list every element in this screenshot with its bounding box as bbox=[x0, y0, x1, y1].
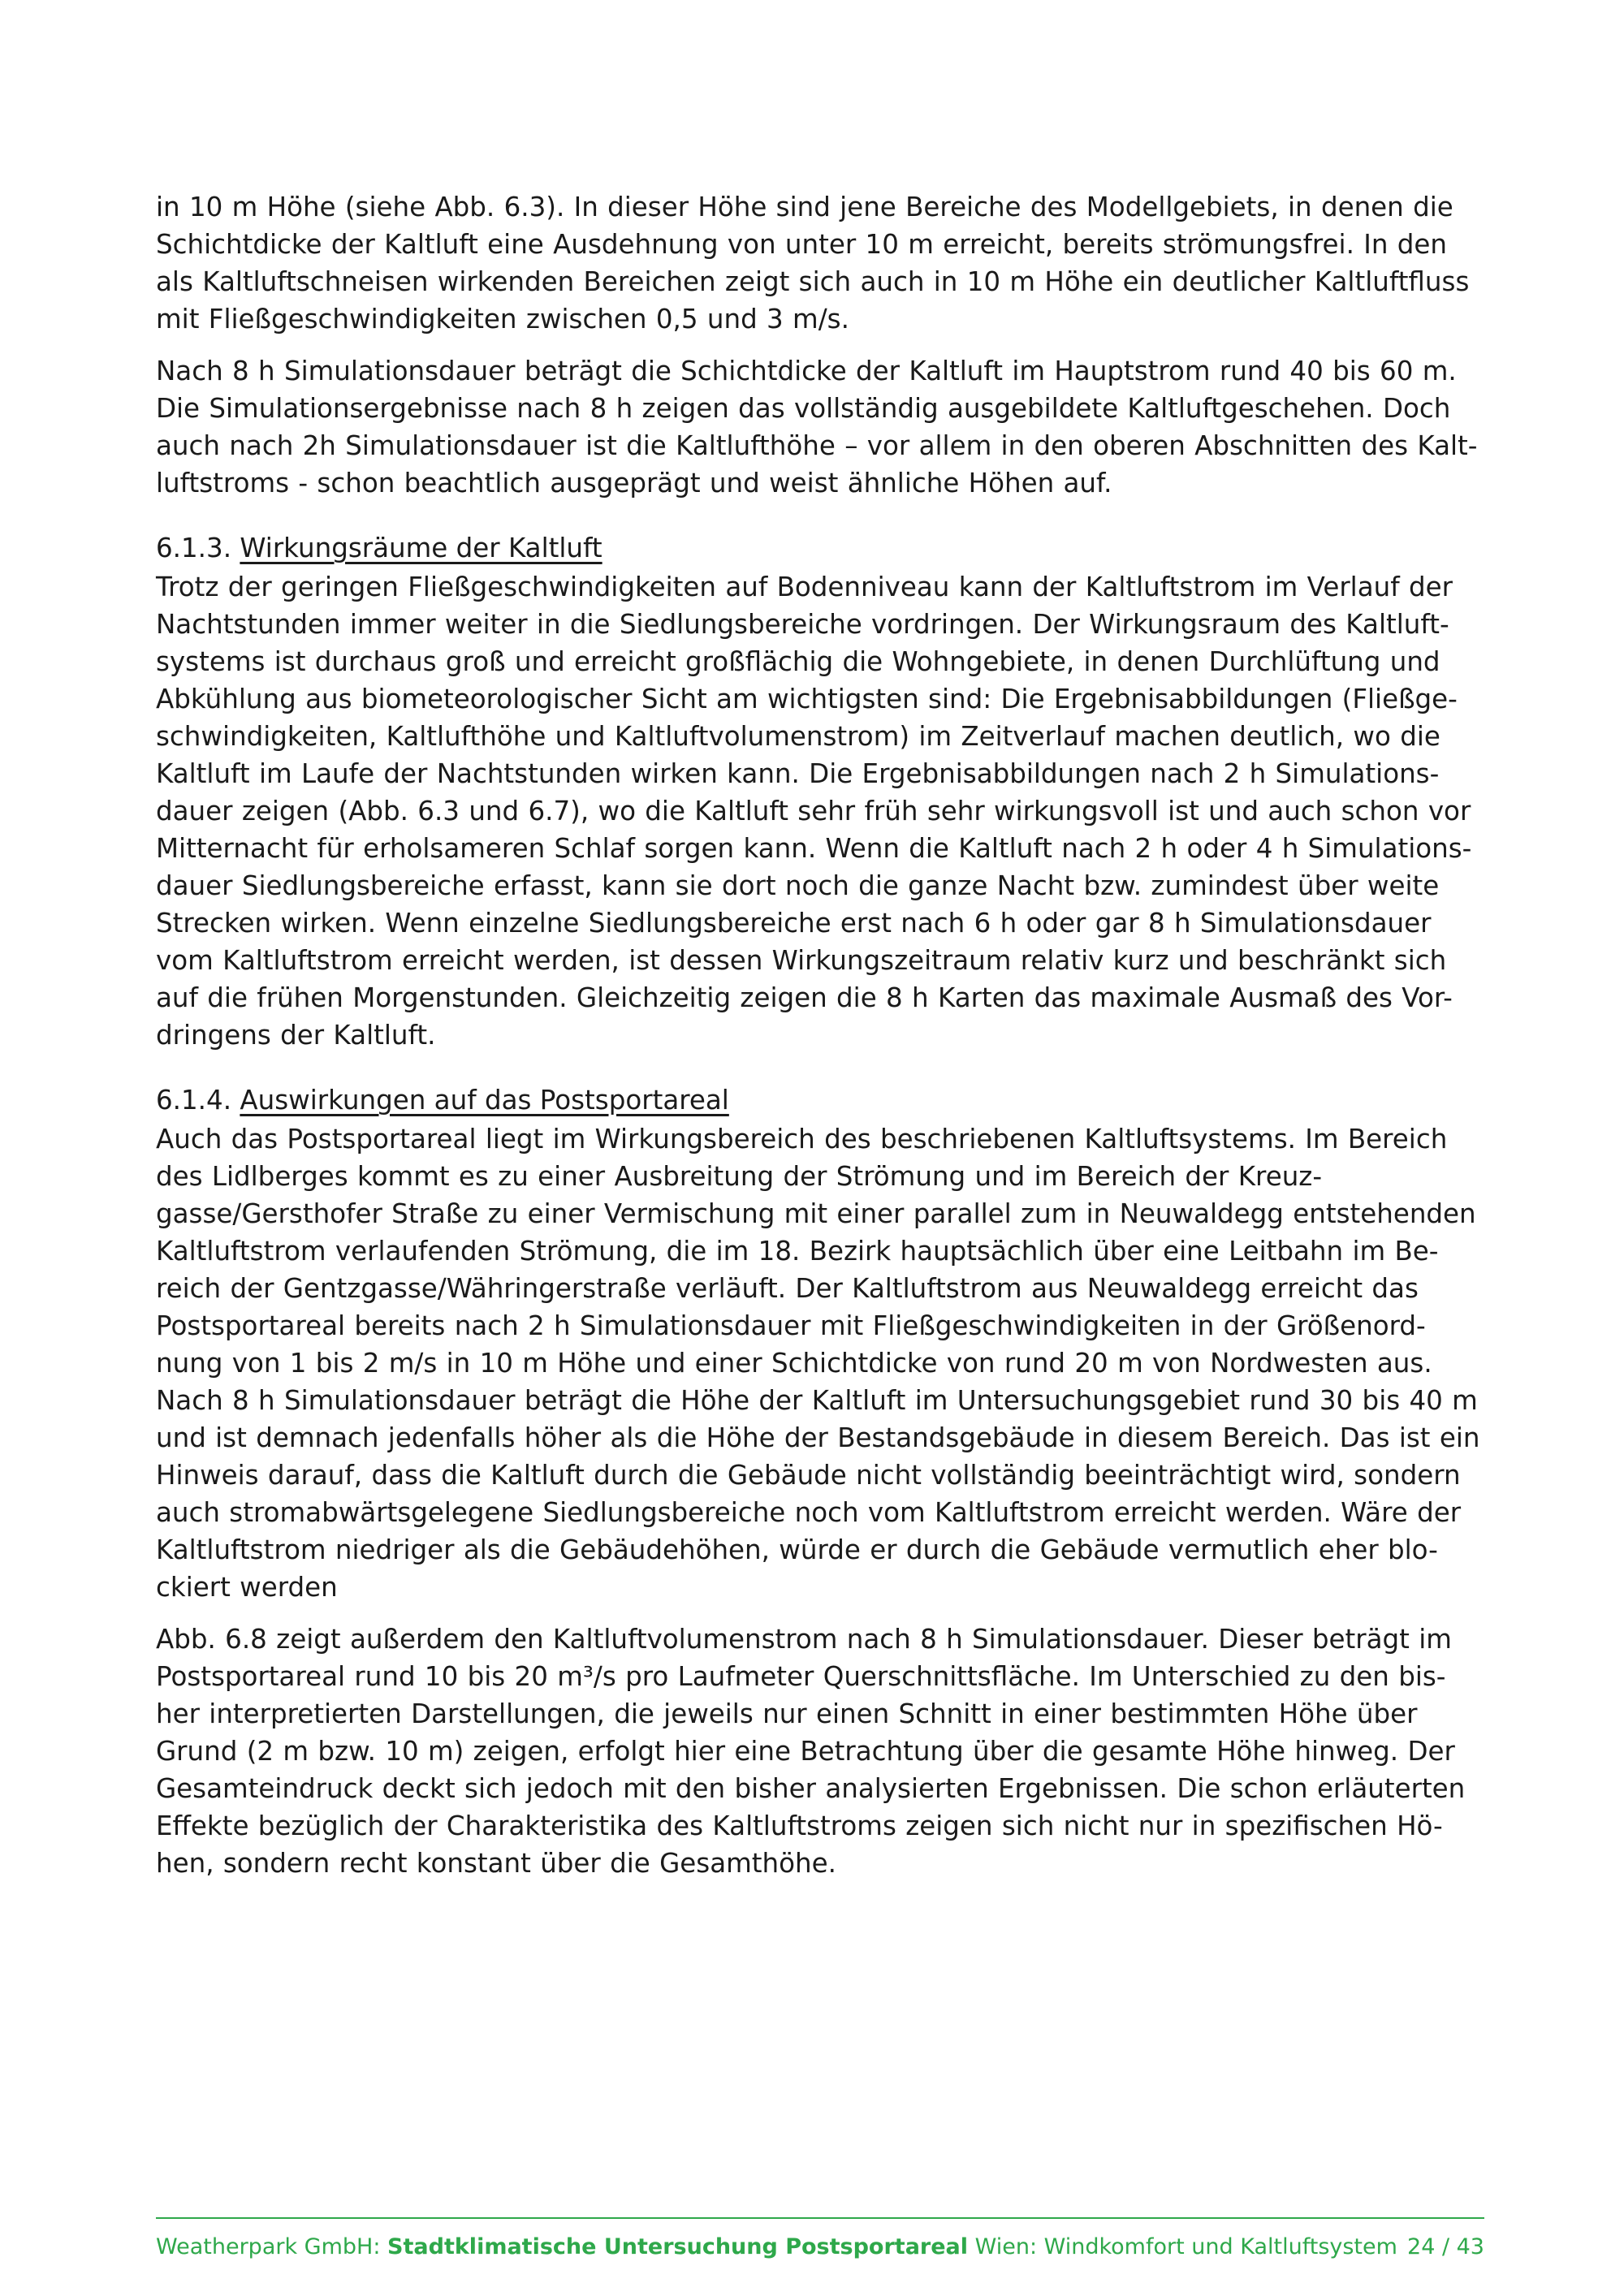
text-line: Mitternacht für erholsameren Schlaf sorgen kann. Wenn die Kaltluft nach 2 h oder 4 h Simulations- bbox=[156, 833, 1472, 864]
text-line: luftstroms - schon beachtlich ausgeprägt und weist ähnliche Höhen auf. bbox=[156, 468, 1112, 498]
text-line: Auch das Postsportareal liegt im Wirkungsbereich des beschriebenen Kaltluftsystems. Im Bereich bbox=[156, 1124, 1448, 1154]
section-heading-6-1-4 bbox=[156, 1081, 1484, 1119]
footer-report-title: Stadtklimatische Untersuchung Postsportareal bbox=[387, 2234, 969, 2259]
text-line: dringens der Kaltluft. bbox=[156, 1020, 436, 1051]
text-line: auch stromabwärtsgelegene Siedlungsbereiche noch vom Kaltluftstrom erreicht werden. Wäre der bbox=[156, 1497, 1462, 1528]
text-line: Hinweis darauf, dass die Kaltluft durch die Gebäude nicht vollständig beeinträchtigt wird, sondern bbox=[156, 1460, 1461, 1491]
section-number: 6.1.3. bbox=[156, 533, 232, 563]
text-line: ckiert werden bbox=[156, 1572, 338, 1603]
section-number: 6.1.4. bbox=[156, 1085, 232, 1116]
text-line: Effekte bezüglich der Charakteristika des Kaltluftstroms zeigen sich nicht nur in spezifischen Hö- bbox=[156, 1810, 1443, 1841]
text-line: Schichtdicke der Kaltluft eine Ausdehnung von unter 10 m erreicht, bereits strömungsfrei. In den bbox=[156, 229, 1447, 260]
text-line: nung von 1 bis 2 m/s in 10 m Höhe und einer Schichtdicke von rund 20 m von Nordwesten aus. bbox=[156, 1348, 1432, 1379]
paragraph-wirkungsraeume bbox=[156, 568, 1484, 1054]
text-line: auch nach 2h Simulationsdauer ist die Kaltlufthöhe – vor allem in den oberen Abschnitten des Kalt- bbox=[156, 430, 1478, 461]
paragraph-postsportareal bbox=[156, 1120, 1484, 1606]
text-line: Nach 8 h Simulationsdauer beträgt die Höhe der Kaltluft im Untersuchungsgebiet rund 30 bis 40 m bbox=[156, 1385, 1478, 1416]
page-number: 24 / 43 bbox=[1407, 2234, 1484, 2259]
text-line: auf die frühen Morgenstunden. Gleichzeitig zeigen die 8 h Karten das maximale Ausmaß des Vor- bbox=[156, 982, 1453, 1013]
text-line: her interpretierten Darstellungen, die jeweils nur einen Schnitt in einer bestimmten Höhe über bbox=[156, 1698, 1418, 1729]
text-line: Grund (2 m bzw. 10 m) zeigen, erfolgt hier eine Betrachtung über die gesamte Höhe hinweg. Der bbox=[156, 1736, 1455, 1767]
footer-divider bbox=[156, 2217, 1484, 2219]
footer-report-subtitle: Wien: Windkomfort und Kaltluftsystem bbox=[974, 2234, 1397, 2259]
text-line: hen, sondern recht konstant über die Gesamthöhe. bbox=[156, 1848, 836, 1879]
text-line: systems ist durchaus groß und erreicht großflächig die Wohngebiete, in denen Durchlüftung und bbox=[156, 646, 1440, 677]
section-title: Wirkungsräume der Kaltluft bbox=[240, 533, 603, 563]
text-line: mit Fließgeschwindigkeiten zwischen 0,5 und 3 m/s. bbox=[156, 304, 849, 334]
text-line: Strecken wirken. Wenn einzelne Siedlungsbereiche erst nach 6 h oder gar 8 h Simulationsdauer bbox=[156, 908, 1432, 939]
section-title: Auswirkungen auf das Postsportareal bbox=[240, 1085, 729, 1116]
paragraph-simulation bbox=[156, 352, 1484, 502]
text-line: dauer Siedlungsbereiche erfasst, kann sie dort noch die ganze Nacht bzw. zumindest über weite bbox=[156, 870, 1440, 901]
text-line: Nachtstunden immer weiter in die Siedlungsbereiche vordringen. Der Wirkungsraum des Kaltluft- bbox=[156, 609, 1449, 640]
text-line: Kaltluft im Laufe der Nachtstunden wirken kann. Die Ergebnisabbildungen nach 2 h Simulations- bbox=[156, 758, 1440, 789]
text-line: des Lidlberges kommt es zu einer Ausbreitung der Strömung und im Bereich der Kreuz- bbox=[156, 1161, 1323, 1192]
paragraph-intro bbox=[156, 188, 1484, 338]
section-heading-6-1-3 bbox=[156, 529, 1484, 567]
text-line: Postsportareal rund 10 bis 20 m³/s pro Laufmeter Querschnittsfläche. Im Unterschied zu den bis- bbox=[156, 1661, 1446, 1692]
text-line: Gesamteindruck deckt sich jedoch mit den bisher analysierten Ergebnissen. Die schon erläuterten bbox=[156, 1773, 1466, 1804]
paragraph-volumenstrom bbox=[156, 1621, 1484, 1882]
text-line: Postsportareal bereits nach 2 h Simulationsdauer mit Fließgeschwindigkeiten in der Größenord- bbox=[156, 1310, 1426, 1341]
text-line: dauer zeigen (Abb. 6.3 und 6.7), wo die Kaltluft sehr früh sehr wirkungsvoll ist und auch schon vor bbox=[156, 796, 1471, 826]
text-line: Kaltluftstrom verlaufenden Strömung, die im 18. Bezirk hauptsächlich über eine Leitbahn im Be- bbox=[156, 1236, 1439, 1267]
text-line: schwindigkeiten, Kaltlufthöhe und Kaltluftvolumenstrom) im Zeitverlauf machen deutlich, wo die bbox=[156, 721, 1440, 752]
text-line: vom Kaltluftstrom erreicht werden, ist dessen Wirkungszeitraum relativ kurz und beschränkt sich bbox=[156, 945, 1447, 976]
text-line: Abkühlung aus biometeorologischer Sicht am wichtigsten sind: Die Ergebnisabbildungen (Fließge- bbox=[156, 684, 1458, 714]
text-line: reich der Gentzgasse/Währingerstraße verläuft. Der Kaltluftstrom aus Neuwaldegg erreicht das bbox=[156, 1273, 1419, 1304]
text-line: Nach 8 h Simulationsdauer beträgt die Schichtdicke der Kaltluft im Hauptstrom rund 40 bis 60 m. bbox=[156, 356, 1457, 386]
text-line: Abb. 6.8 zeigt außerdem den Kaltluftvolumenstrom nach 8 h Simulationsdauer. Dieser beträgt im bbox=[156, 1624, 1452, 1655]
text-line: gasse/Gersthofer Straße zu einer Vermischung mit einer parallel zum in Neuwaldegg entstehenden bbox=[156, 1198, 1476, 1229]
footer-company: Weatherpark GmbH: bbox=[156, 2234, 381, 2259]
text-line: Kaltluftstrom niedriger als die Gebäudehöhen, würde er durch die Gebäude vermutlich eher blo- bbox=[156, 1534, 1438, 1565]
document-body bbox=[156, 188, 1484, 1897]
text-line: als Kaltluftschneisen wirkenden Bereichen zeigt sich auch in 10 m Höhe ein deutlicher Kaltluftfluss bbox=[156, 266, 1470, 297]
text-line: Trotz der geringen Fließgeschwindigkeiten auf Bodenniveau kann der Kaltluftstrom im Verlauf der bbox=[156, 572, 1453, 602]
text-line: und ist demnach jedenfalls höher als die Höhe der Bestandsgebäude in diesem Bereich. Das ist ein bbox=[156, 1422, 1480, 1453]
text-line: Die Simulationsergebnisse nach 8 h zeigen das vollständig ausgebildete Kaltluftgeschehen. Doch bbox=[156, 393, 1451, 424]
text-line: in 10 m Höhe (siehe Abb. 6.3). In dieser Höhe sind jene Bereiche des Modellgebiets, in denen die bbox=[156, 192, 1453, 222]
page-footer bbox=[156, 2233, 1484, 2262]
